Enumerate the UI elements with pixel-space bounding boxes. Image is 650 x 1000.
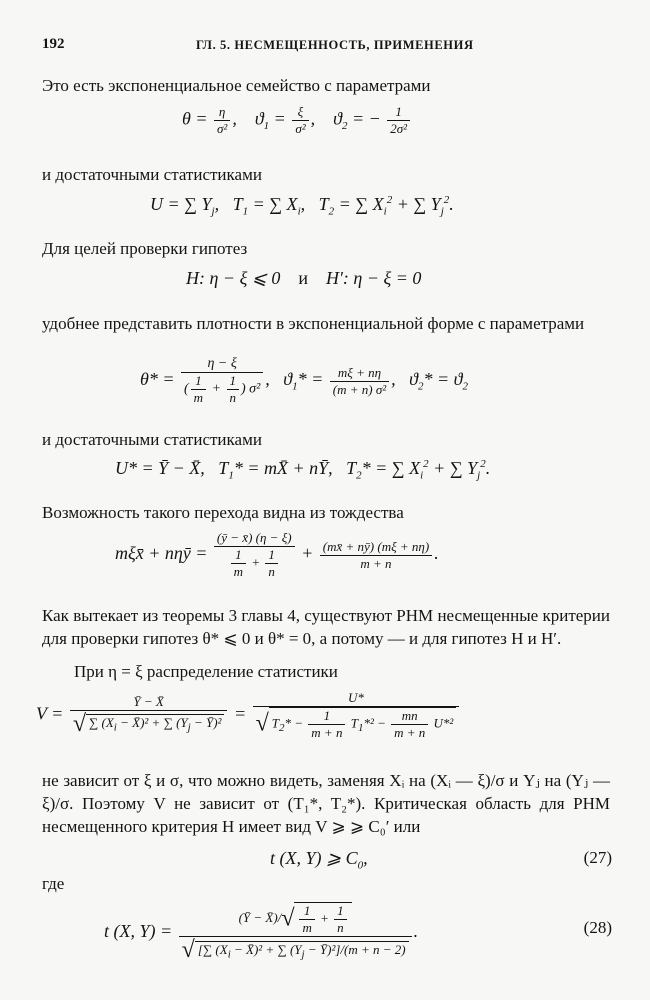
paragraph-2: и достаточными статистиками [42,165,262,184]
paragraph-8: При η = ξ распределение статистики [74,662,338,681]
equation-identity: mξx̄ + nηȳ = (ȳ − x̄) (η − ξ) $\frac{1}{m}$ + $\frac{1}{n}$ + $\frac{(mx̄ + nȳ) (m\xi + n\eta)}{m + n}$ . [115,530,439,579]
paragraph-6: Возможность такого перехода видна из тождества [42,503,404,522]
equation-27-number: (27) [583,848,612,867]
paragraph-10: где [42,874,65,893]
paragraph-7: Как вытекает из теоремы 3 главы 4, существуют РНМ несмещенные критерии для проверки гипотез θ* ⩽ 0 и θ* = 0, а потому — и для гипотез H и H′. [42,606,610,648]
paragraph-5: и достаточными статистиками [42,430,262,449]
paragraph-3: Для целей проверки гипотез [42,239,248,258]
paragraph-9: не зависит от ξ и σ, что можно видеть, заменяя Xᵢ на (Xᵢ — ξ)/σ и Yⱼ на (Yⱼ — ξ)/σ. Поэтому V не зависит от (T₁*, T₂*). Критическая область для РНМ несмещенного критерия H имеет вид V ⩾ ⩾ C₀′ или [42,771,610,836]
equation-statistics: U = ∑ $Y_j$, $T_1$ = ∑ $X_i$, $T_2$ = ∑ $X_i^2$ + ∑ $Y_j^2$. [150,194,454,218]
paragraph-1: Это есть экспоненциальное семейство с параметрами [42,76,431,95]
running-title: ГЛ. 5. НЕСМЕЩЕННОСТЬ, ПРИМЕНЕНИЯ [196,38,474,52]
page-number: 192 [42,36,65,52]
paragraph-4: удобнее представить плотности в экспоненциальной форме с параметрами [42,314,585,333]
equation-parameters: θ = $\frac{\eta}{\text{σ²}}$ , $ϑ_1$ = $\frac{\xi}{\text{σ²}}$ , $ϑ_2$ = − $\frac{1}{\text{2σ²}}$ [182,104,412,137]
equation-new-statistics: U* = Ȳ − X̄, $T_1*$ = mX̄ + nȲ, $T_2*$ = ∑ $X_i^2$ + ∑ $Y_j^2$. [115,458,491,482]
equation-hypotheses: H: η − ξ ⩽ 0 и H′: η − ξ = 0 [186,268,422,288]
equation-28-number: (28) [583,918,612,937]
equation-v-statistic: V = $\frac{Ȳ - X̄}{√ \sum (X_i - X̄)^2 + \sum (Y_j - Ȳ)^2}$ = U* √ $T_2*$ − $\frac{1}{m + n}$ $T_1*^2$ − $\frac{mn}{m + n}$ U*² [36,690,461,741]
equation-27: t (X, Y) ⩾ $C_0$, [270,848,368,872]
hypothesis-conjunction: и [298,268,308,288]
equation-new-parameters: θ* = η − ξ ( $\frac{1}{m}$ + $\frac{1}{n}$ ) σ² , $ϑ_1*$ = $\frac{m\xi + n\eta}{\text{(m + n) σ²}}$ , $ϑ_2* = ϑ_2$ [140,356,468,405]
equation-28: t (X, Y) = (Ȳ − X̄)/√ $\frac{1}{m}$ + $\frac{1}{n}$ √ [∑ ($X_i$ − X̄)² + ∑ ($Y_j$ − Ȳ)²]/(m + n − 2) . [104,903,419,963]
